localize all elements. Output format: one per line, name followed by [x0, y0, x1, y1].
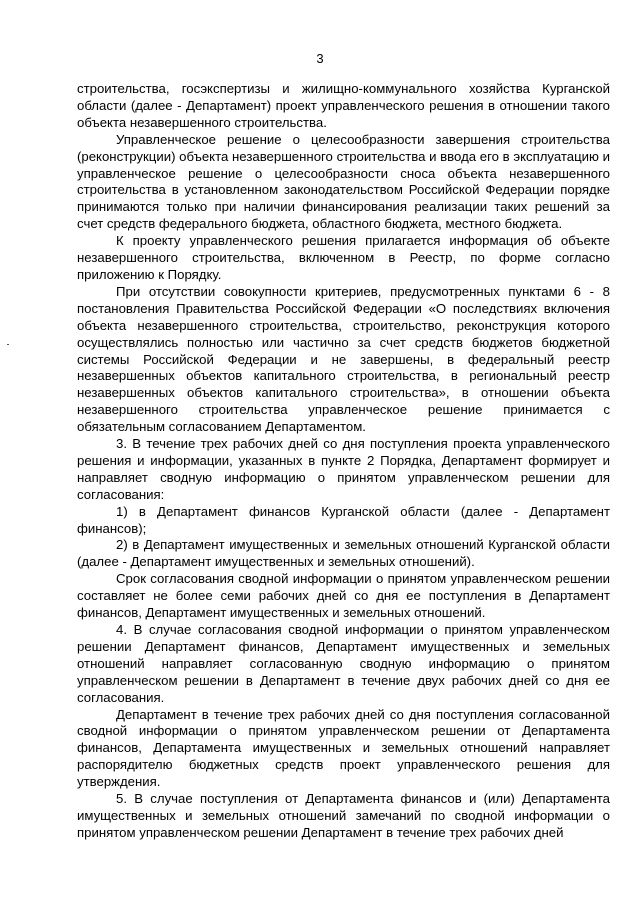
page-number: 3	[316, 51, 324, 66]
paragraph: строительства, госэкспертизы и жилищно-коммунального хозяйства Курганской области (далее - Департамент) проект управленческого решения в отношении такого объекта незавершенного строительства.	[77, 81, 610, 130]
paragraph: 4. В случае согласования сводной информации о принятом управленческом решении Департамент финансов, Департамент имущественных и земельных отношений направляет согласованную сводную информацию о принятом управленческом решении в Департамент в течение двух рабочих дней со дня ее согласования.	[77, 622, 610, 705]
paragraph: Срок согласования сводной информации о принятом управленческом решении составляет не более семи рабочих дней со дня ее поступления в Департамент финансов, Департамент имущественных и земельных отношений.	[77, 571, 610, 621]
paragraph: 1) в Департамент финансов Курганской области (далее - Департамент финансов);	[77, 503, 610, 536]
paragraph: К проекту управленческого решения прилагается информация об объекте незавершенного строительства, включенном в Реестр, по форме согласно приложению к Порядку.	[77, 233, 610, 282]
margin-mark	[7, 344, 9, 345]
paragraph: Управленческое решение о целесообразности завершения строительства (реконструкции) объекта незавершенного строительства и ввода его в эксплуатацию и управленческое решение о целесообразности сноса объекта незавершенного строительства в установленном законодательством Российской Федерации порядке принимаются только при наличии финансирования реализации таких решений за счет средств федерального бюджета, областного бюджета, местного бюджета.	[77, 131, 610, 232]
paragraph: 5. В случае поступления от Департамента финансов и (или) Департамента имущественных и земельных отношений замечаний по сводной информации о принятом управленческом решении Департамент в течение трех рабочих дней	[77, 791, 610, 840]
paragraph: Департамент в течение трех рабочих дней со дня поступления согласованной сводной информации о принятом управленческом решении от Департамента финансов, Департамента имущественных и земельных отношений направляет распорядителю бюджетных средств проект управленческого решения для утверждения.	[77, 706, 610, 790]
paragraph: При отсутствии совокупности критериев, предусмотренных пунктами 6 - 8 постановления Правительства Российской Федерации «О последствиях включения объекта незавершенного строительства, строительство, реконструкция которого осуществлялись полностью или частично за счет средств бюджетов бюджетной системы Российской Федерации и не завершены, в федеральный реестр незавершенных объектов капитального строительства, в региональный реестр незавершенных объектов капитального строительства», в отношении объекта незавершенного строительства управленческое решение принимается с обязательным согласованием Департаментом.	[77, 283, 610, 435]
paragraph: 3. В течение трех рабочих дней со дня поступления проекта управленческого решения и информации, указанных в пункте 2 Порядка, Департамент формирует и направляет сводную информацию о принятом управленческом решении для согласования:	[77, 436, 610, 502]
paragraph: 2) в Департамент имущественных и земельных отношений Курганской области (далее - Департамент имущественных и земельных отношений).	[77, 537, 610, 570]
document-body	[77, 81, 610, 842]
